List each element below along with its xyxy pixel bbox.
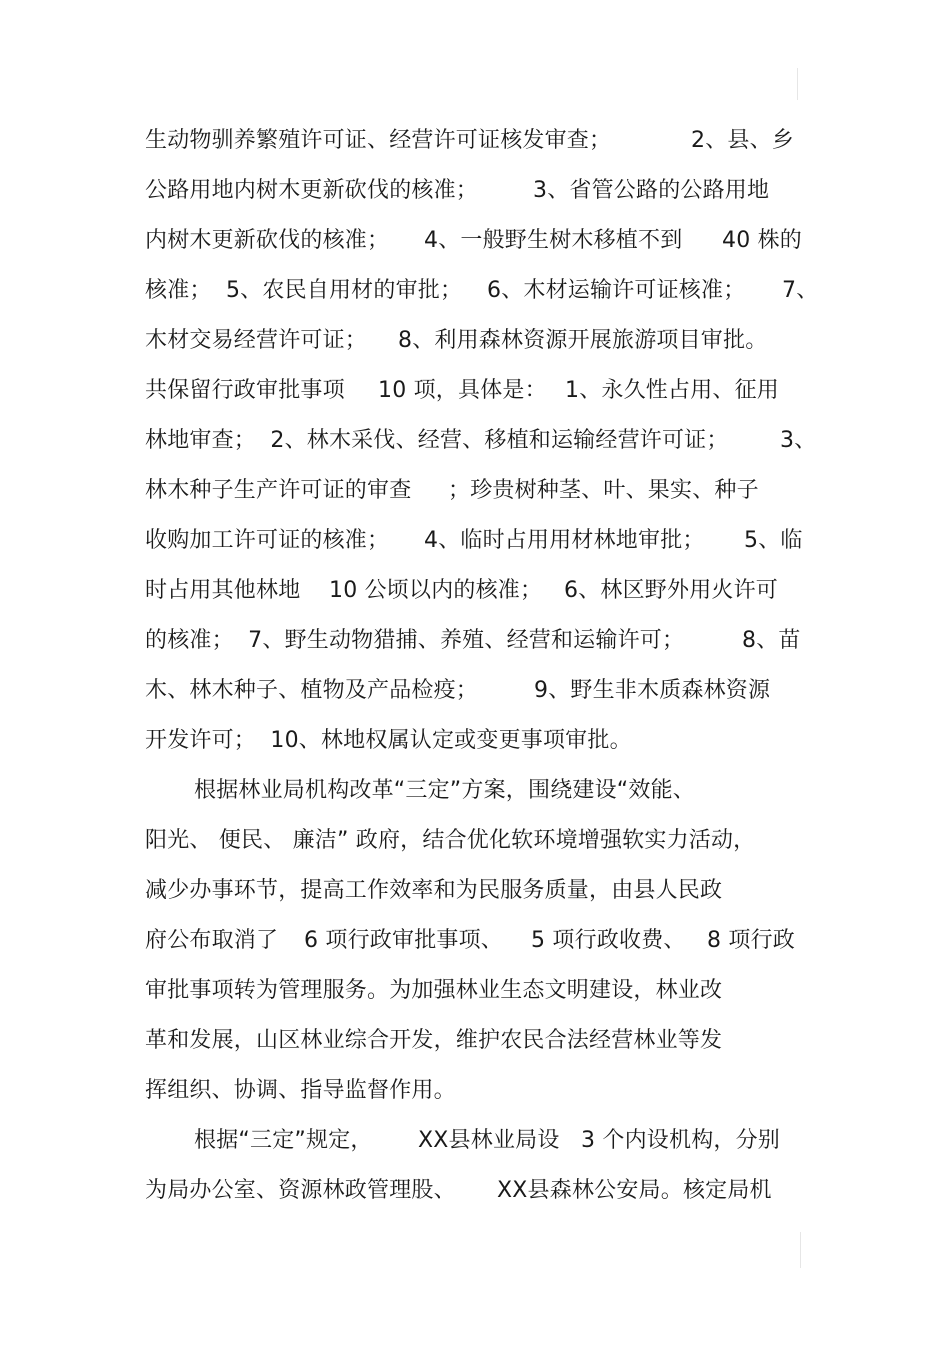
text-segment: 的核准； 7、野生动物猎捕、养殖、经营和运输许可；: [145, 628, 685, 653]
text-segment: 2、县、乡: [691, 128, 794, 153]
text-segment: 共保留行政审批事项: [145, 378, 345, 403]
text-segment: 根据“三定”规定，: [194, 1128, 373, 1153]
text-segment: 公路用地内树木更新砍伐的核准；: [145, 178, 479, 203]
text-segment: 10 项，具体是：: [378, 378, 547, 403]
text-segment: 内树木更新砍伐的核准；: [145, 228, 390, 253]
margin-mark-top: [797, 68, 798, 100]
text-segment: 府公布取消了: [145, 928, 279, 953]
text-segment: 根据林业局机构改革“三定”方案，围绕建设“效能、: [194, 778, 695, 803]
text-segment: 8、苗: [742, 628, 801, 653]
text-segment: 革和发展，山区林业综合开发，维护农民合法经营林业等发: [145, 1028, 723, 1053]
text-segment: 40 株的: [722, 228, 802, 253]
text-segment: 3、: [780, 428, 817, 453]
text-line: [145, 1176, 772, 1296]
text-segment: 为局办公室、资源林政管理股、: [145, 1178, 456, 1203]
text-segment: 1、永久性占用、征用: [565, 378, 779, 403]
text-segment: 收购加工许可证的核准；: [145, 528, 390, 553]
margin-mark-bottom: [800, 1232, 801, 1268]
text-segment: 5、临: [744, 528, 803, 553]
text-segment: 6、林区野外用火许可: [564, 578, 778, 603]
text-segment: 生动物驯养繁殖许可证、经营许可证核发审查；: [145, 128, 612, 153]
text-segment: 减少办事环节，提高工作效率和为民服务质量，由县人民政: [145, 878, 723, 903]
text-segment: 5 项行政收费、: [531, 928, 686, 953]
text-segment: 木材交易经营许可证；: [145, 328, 368, 353]
text-segment: 8 项行政: [707, 928, 795, 953]
text-segment: 10 公顷以内的核准；: [329, 578, 543, 603]
text-segment: 开发许可； 10、林地权属认定或变更事项审批。: [145, 728, 632, 753]
text-segment: 挥组织、协调、指导监督作用。: [145, 1078, 456, 1103]
text-segment: 木、林木种子、植物及产品检疫；: [145, 678, 479, 703]
text-segment: 4、临时占用用材林地审批；: [424, 528, 705, 553]
text-segment: 6、木材运输许可证核准；: [487, 278, 746, 303]
text-segment: 3 个内设机构，分别: [581, 1128, 780, 1153]
text-segment: 审批事项转为管理服务。为加强林业生态文明建设，林业改: [145, 978, 723, 1003]
text-segment: 8、利用森林资源开展旅游项目审批。: [398, 328, 768, 353]
text-segment: 7、: [782, 278, 819, 303]
text-segment: XX县林业局设: [418, 1128, 560, 1153]
text-segment: 核准； 5、农民自用材的审批；: [145, 278, 463, 303]
text-segment: 林木种子生产许可证的审查: [145, 478, 412, 503]
text-segment: ；珍贵树种茎、叶、果实、种子: [448, 478, 759, 503]
text-segment: 阳光、 便民、 廉洁” 政府，结合优化软环境增强软实力活动，: [145, 828, 756, 853]
text-segment: 4、一般野生树木移植不到: [424, 228, 683, 253]
text-segment: 3、省管公路的公路用地: [533, 178, 770, 203]
text-segment: 时占用其他林地: [145, 578, 301, 603]
text-segment: XX县森林公安局。核定局机: [497, 1178, 772, 1203]
text-segment: 9、野生非木质森林资源: [534, 678, 771, 703]
text-segment: 林地审查； 2、林木采伐、经营、移植和运输经营许可证；: [145, 428, 729, 453]
text-segment: 6 项行政审批事项、: [304, 928, 503, 953]
